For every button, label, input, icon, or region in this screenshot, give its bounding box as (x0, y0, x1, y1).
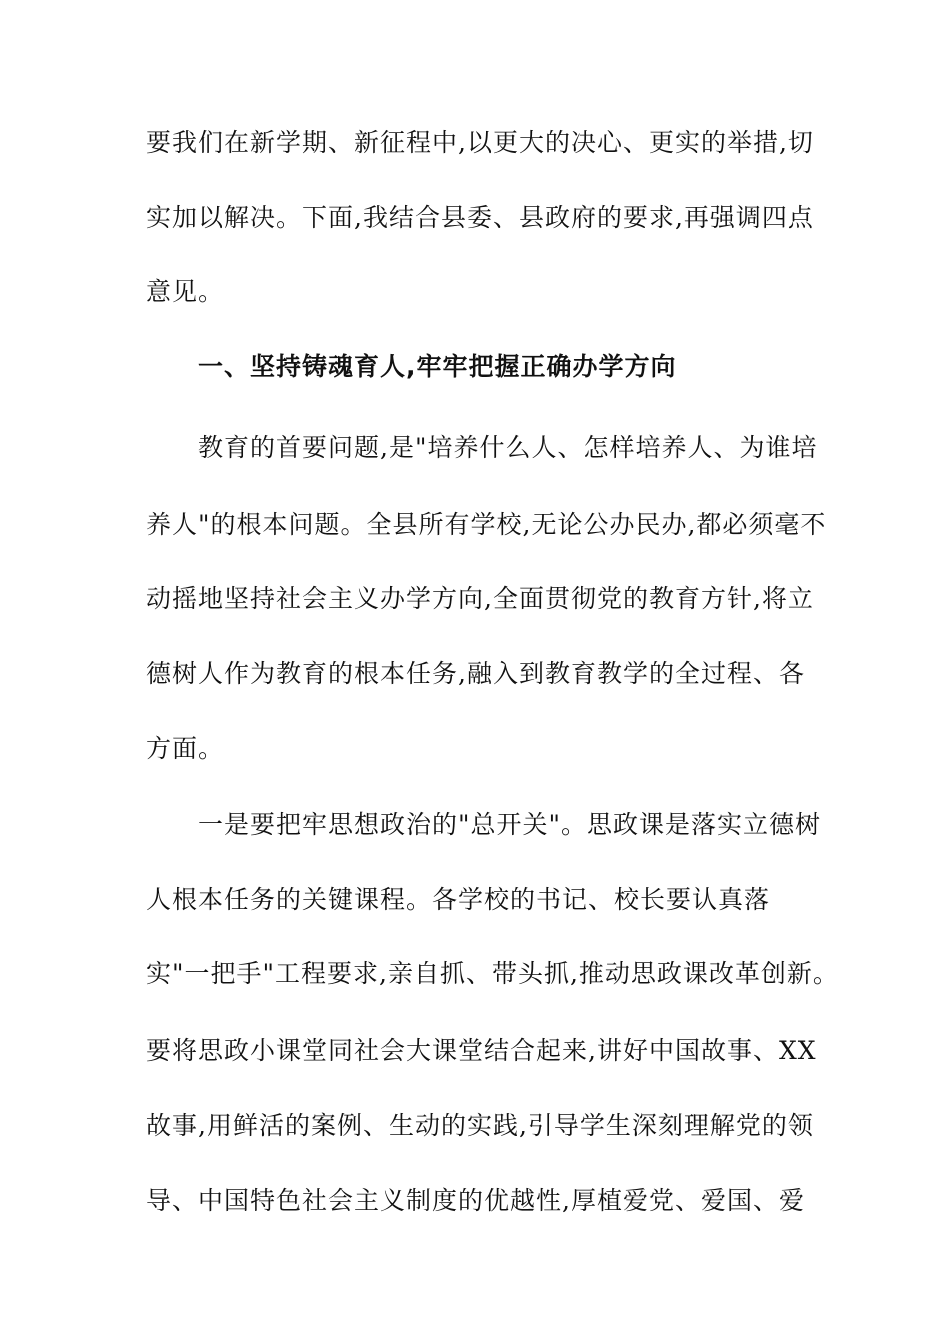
body-text-line: 教育的首要问题,是"培养什么人、怎样培养人、为谁培 (198, 433, 818, 462)
body-text-line: 一是要把牢思想政治的"总开关"。思政课是落实立德树 (198, 810, 822, 839)
body-text-line: 人根本任务的关键课程。各学校的书记、校长要认真落 (146, 885, 771, 914)
body-text-line: 意见。 (146, 277, 225, 306)
section-heading: 一、坚持铸魂育人,牢牢把握正确办学方向 (198, 352, 677, 381)
body-text-line: 要我们在新学期、新征程中,以更大的决心、更实的举措,切 (146, 128, 814, 157)
body-text-line: 导、中国特色社会主义制度的优越性,厚植爱党、爱国、爱 (146, 1186, 805, 1215)
body-text-line: 故事,用鲜活的案例、生动的实践,引导学生深刻理解党的领 (146, 1111, 814, 1140)
body-text-line: 养人"的根本问题。全县所有学校,无论公办民办,都必须毫不 (146, 510, 827, 539)
body-text-line: 实加以解决。下面,我结合县委、县政府的要求,再强调四点 (146, 203, 814, 232)
body-text-line: 德树人作为教育的根本任务,融入到教育教学的全过程、各 (146, 659, 805, 688)
body-text-line: 方面。 (146, 734, 225, 763)
body-text-line: 实"一把手"工程要求,亲自抓、带头抓,推动思政课改革创新。 (146, 959, 839, 988)
body-text-line: 要将思政小课堂同社会大课堂结合起来,讲好中国故事、XX (146, 1036, 817, 1065)
body-text-line: 动摇地坚持社会主义办学方向,全面贯彻党的教育方针,将立 (146, 584, 814, 613)
